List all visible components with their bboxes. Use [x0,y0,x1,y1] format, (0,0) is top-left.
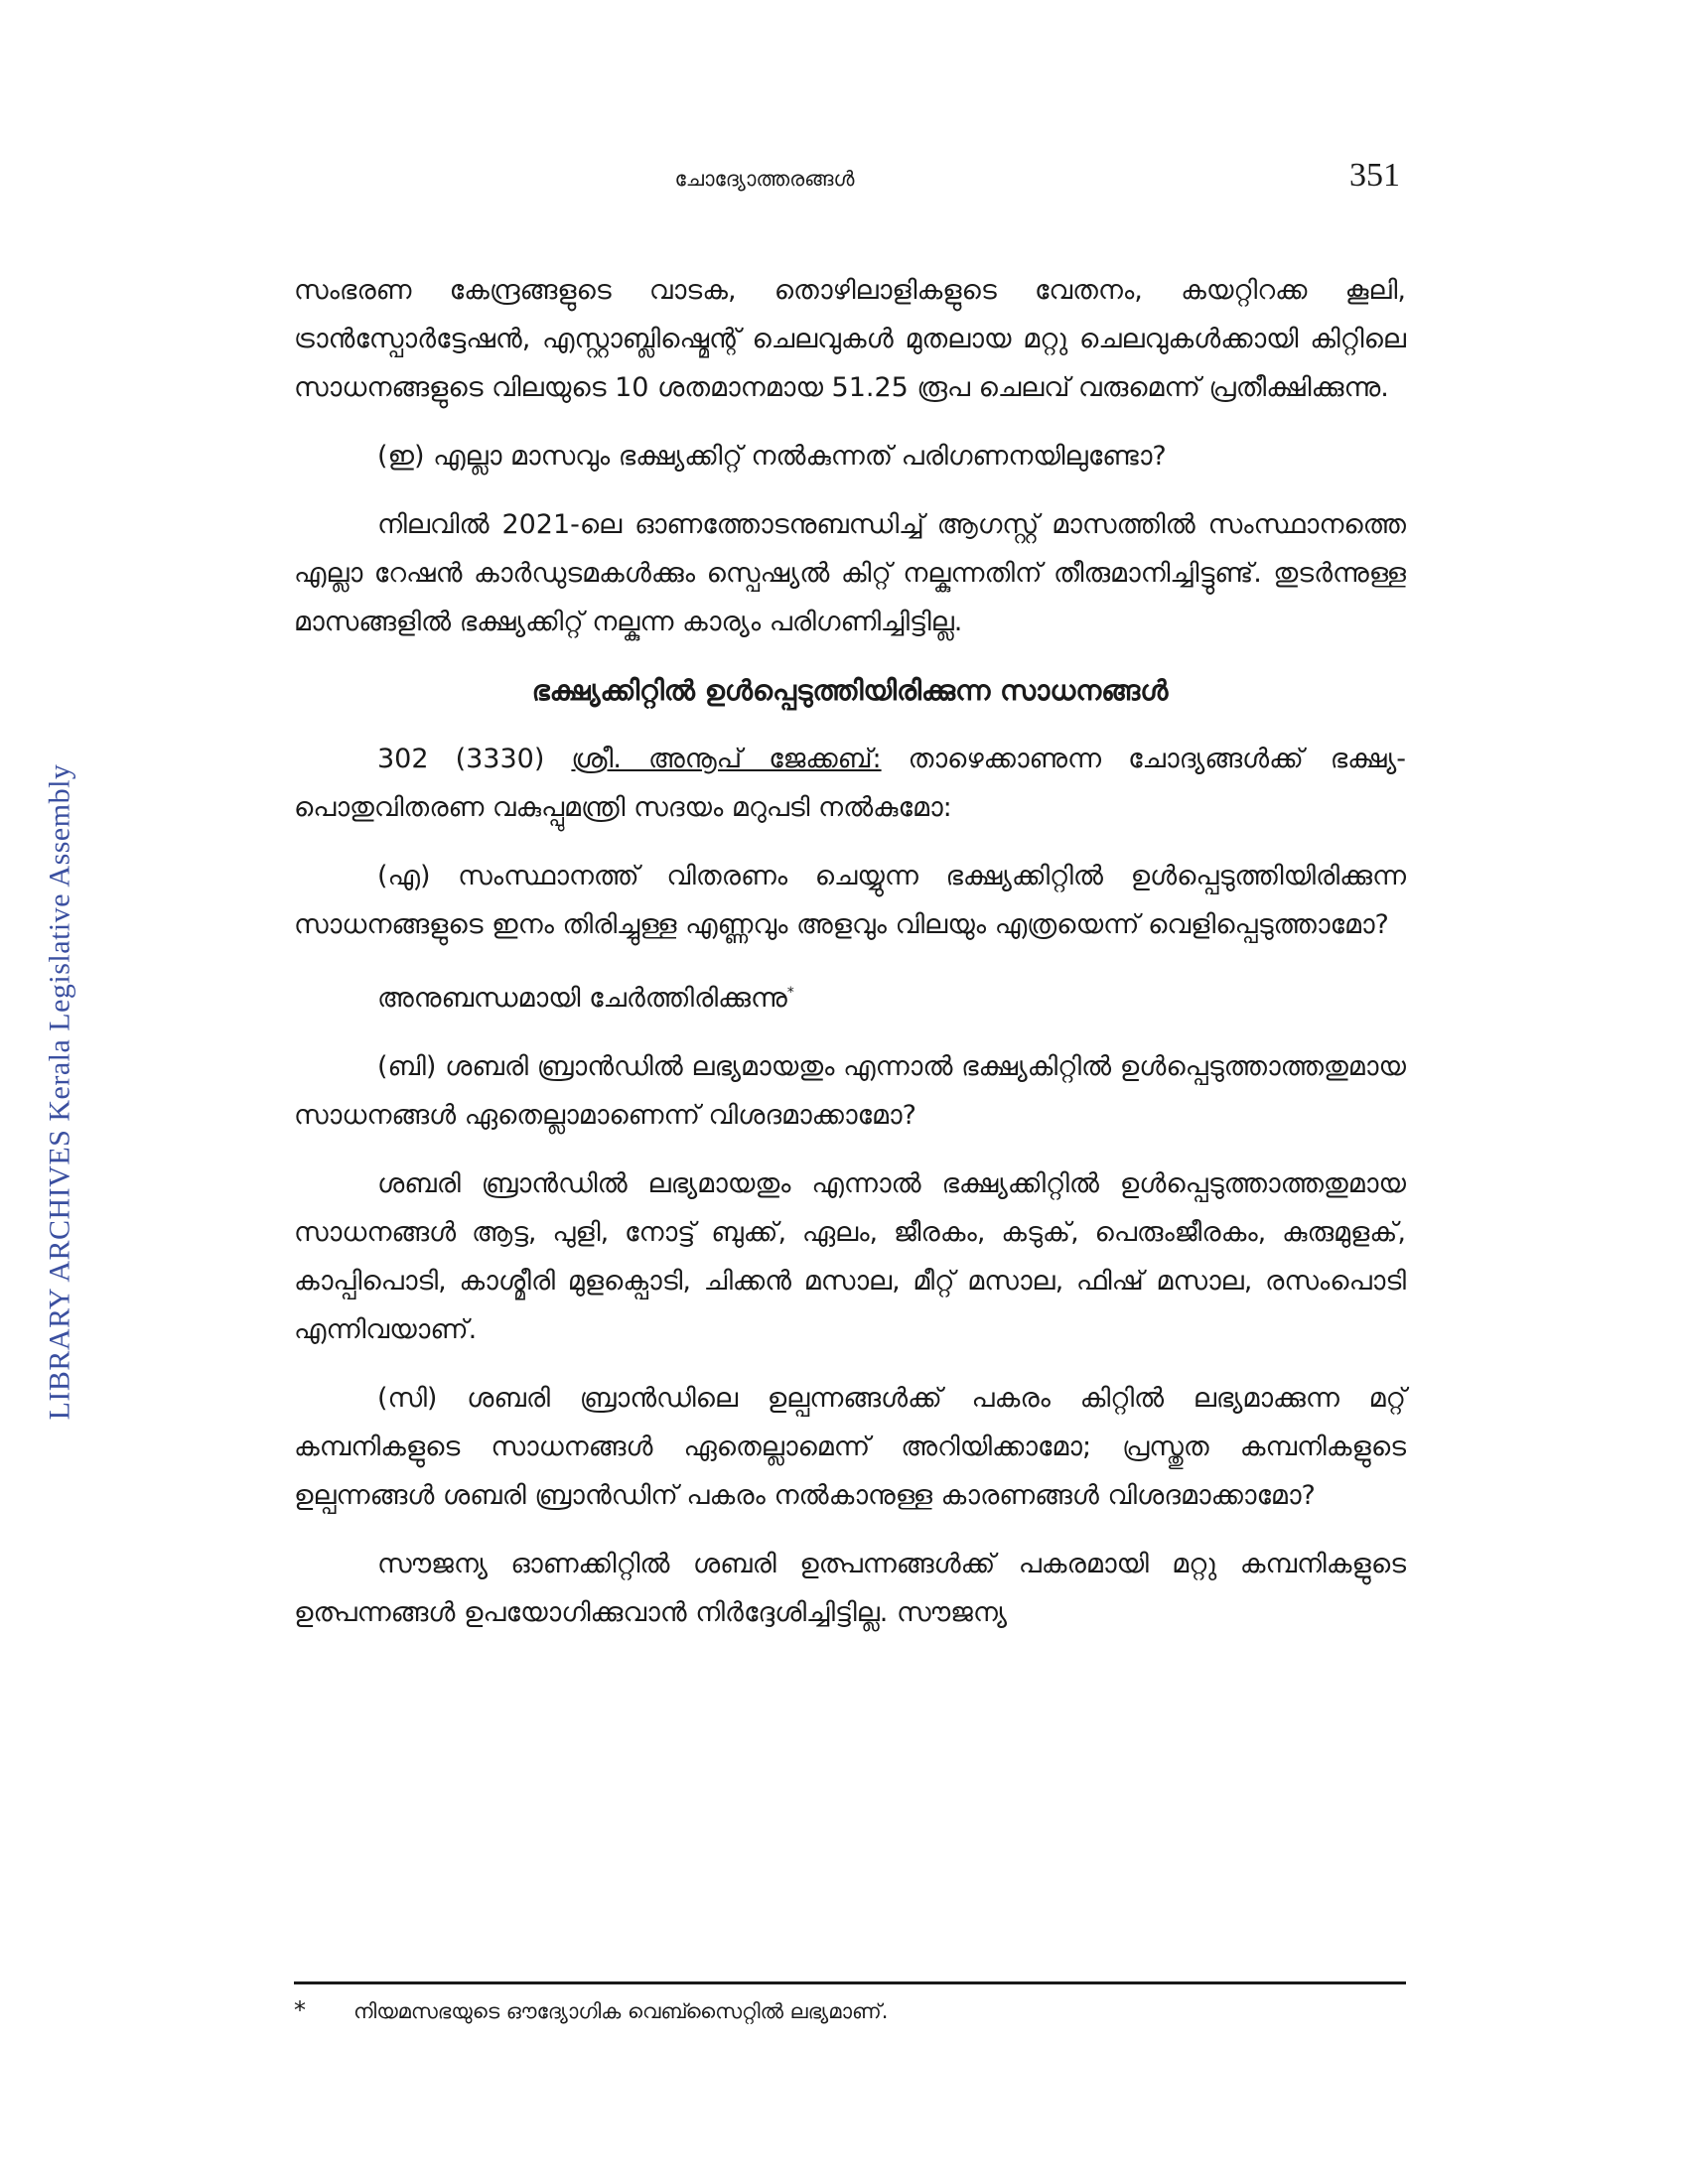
annex-text: അനുബന്ധമായി ചേർത്തിരിക്കുന്നു [377,983,787,1014]
question-a: (എ) സംസ്ഥാനത്ത് വിതരണം ചെയ്യുന്ന ഭക്ഷ്യക്കിറ്റിൽ ഉൾപ്പെടുത്തിയിരിക്കുന്ന സാധനങ്ങളുടെ ഇനം തിരിച്ചുള്ള എണ്ണവും അളവും വിലയും എത്രയെന്ന് വെളിപ്പെടുത്താമോ? [294,861,1406,940]
page-number: 351 [1349,157,1400,194]
answer-b: ശബരി ബ്രാൻഡിൽ ലഭ്യമായതും എന്നാൽ ഭക്ഷ്യക്കിറ്റിൽ ഉൾപ്പെടുത്താത്തതുമായ സാധനങ്ങൾ ആട്ട, പുളി, നോട്ട് ബുക്ക്, ഏലം, ജീരകം, കടുക്, പെരുംജീരകം, കുരുമുളക്, കാപ്പിപൊടി, കാശ്മീരി മുളക്പൊടി, ചിക്കൻ മസാല, മീറ്റ് മസാല, ഫിഷ് മസാല, രസംപൊടി എന്നിവയാണ്. [294,1168,1406,1345]
question-intro-text: താഴെക്കാണുന്ന ചോദ്യങ്ങൾക്ക് ഭക്ഷ്യ-പൊതുവിതരണ വകുപ്പുമന്ത്രി സദയം മറുപടി നൽകുമോ: [294,744,1406,823]
archive-stamp [20,735,99,1449]
footnote [294,1996,1406,2024]
answer-c: സൗജന്യ ഓണക്കിറ്റിൽ ശബരി ഉത്പന്നങ്ങൾക്ക് പകരമായി മറ്റു കമ്പനികളുടെ ഉത്പന്നങ്ങൾ ഉപയോഗിക്കുവാൻ നിർദ്ദേശിച്ചിട്ടില്ല. സൗജന്യ [294,1549,1406,1628]
archive-stamp-text: LIBRARY ARCHIVES Kerala Legislative Assembly [43,763,75,1421]
question-intro [294,735,1406,832]
question-e: (ഇ) എല്ലാ മാസവും ഭക്ഷ്യക്കിറ്റ് നൽകുന്നത് പരിഗണനയിലുണ്ടോ? [377,441,1167,472]
footnote-text: നിയമസഭയുടെ ഔദ്യോഗിക വെബ്സൈറ്റിൽ ലഭ്യമാണ്. [353,1999,889,2023]
footnote-divider [294,1981,1406,1984]
answer-a [294,969,1406,1023]
answer-e: നിലവിൽ 2021-ലെ ഓണത്തോടനുബന്ധിച്ച് ആഗസ്റ്റ് മാസത്തിൽ സംസ്ഥാനത്തെ എല്ലാ റേഷൻ കാർഡുടമകൾക്കും സ്പെഷ്യൽ കിറ്റ് നല്കുന്നതിന് തീരുമാനിച്ചിട്ടുണ്ട്. തുടർന്നുള്ള മാസങ്ങളിൽ ഭക്ഷ്യക്കിറ്റ് നല്കുന്ന കാര്യം പരിഗണിച്ചിട്ടില്ല. [294,509,1406,637]
question-b: (ബി) ശബരി ബ്രാൻഡിൽ ലഭ്യമായതും എന്നാൽ ഭക്ഷ്യകിറ്റിൽ ഉൾപ്പെടുത്താത്തതുമായ സാധനങ്ങൾ ഏതെല്ലാമാണെന്ന് വിശദമാക്കാമോ? [294,1051,1406,1131]
page-body [294,266,1406,1657]
running-title: ചോദ്യോത്തരങ്ങൾ [674,167,855,191]
footnote-mark: * [294,1996,306,2024]
question-c: (സി) ശബരി ബ്രാൻഡിലെ ഉല്പന്നങ്ങൾക്ക് പകരം കിറ്റിൽ ലഭ്യമാക്കുന്ന മറ്റ് കമ്പനികളുടെ സാധനങ്ങൾ ഏതെല്ലാമെന്ന് അറിയിക്കാമോ; പ്രസ്തുത കമ്പനികളുടെ ഉല്പന്നങ്ങൾ ശബരി ബ്രാൻഡിന് പകരം നൽകാനുള്ള കാരണങ്ങൾ വിശദമാക്കാമോ? [294,1383,1406,1511]
member-name: ശ്രീ. അനൂപ് ജേക്കബ്: [571,744,882,774]
question-number: 302 (3330) [377,744,545,774]
paragraph-expenses: സംഭരണ കേന്ദ്രങ്ങളുടെ വാടക, തൊഴിലാളികളുടെ വേതനം, കയറ്റിറക്ക കൂലി, ട്രാൻസ്പോർട്ടേഷൻ, എസ്റ്റാബ്ലിഷ്മെന്റ് ചെലവുകൾ മുതലായ മറ്റു ചെലവുകൾക്കായി കിറ്റിലെ സാധനങ്ങളുടെ വിലയുടെ 10 ശതമാനമായ 51.25 രൂപ ചെലവ് വരുമെന്ന് പ്രതീക്ഷിക്കുന്നു. [294,275,1406,403]
footnote-ref: * [786,985,794,1001]
section-heading: ഭക്ഷ്യക്കിറ്റിൽ ഉൾപ്പെടുത്തിയിരിക്കുന്ന സാധനങ്ങൾ [531,674,1169,707]
